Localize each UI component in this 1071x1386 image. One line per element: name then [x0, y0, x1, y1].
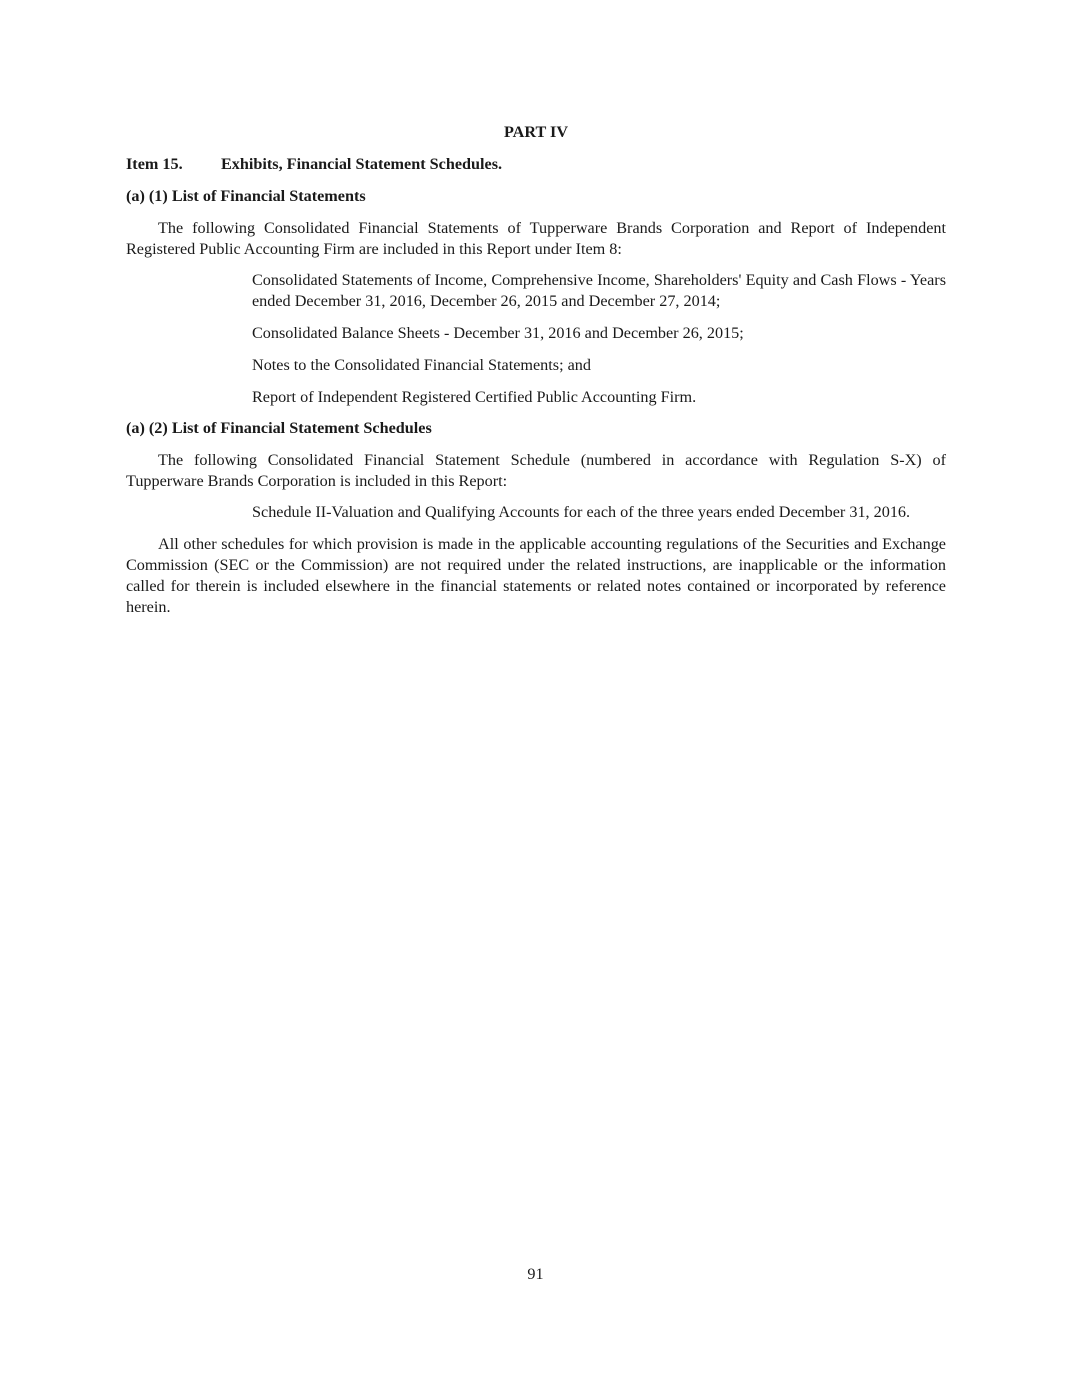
item-number: Item 15.: [126, 155, 183, 173]
item-title: Exhibits, Financial Statement Schedules.: [221, 155, 503, 173]
section-a1-heading: (a) (1) List of Financial Statements: [126, 187, 366, 205]
item-heading: [126, 154, 502, 175]
section-a1-intro: The following Consolidated Financial Statements of Tupperware Brands Corporation and Report of Independent Registered Public Accounting Firm are included in this Report under Item 8:: [126, 219, 946, 258]
part-title: PART IV: [503, 123, 569, 141]
statement-list-item: Notes to the Consolidated Financial Statements; and: [252, 356, 591, 374]
section-a2-closing: All other schedules for which provision is made in the applicable accounting regulations of the Securities and Exchange Commission (SEC or the Commission) are not required under the related instructions, are inapplicable or the information called for therein is included elsewhere in the financial statements or related notes contained or incorporated by reference herein.: [126, 535, 946, 616]
section-a2-intro: The following Consolidated Financial Statement Schedule (numbered in accordance with Regulation S-X) of Tupperware Brands Corporation is included in this Report:: [126, 451, 946, 490]
section-a2-heading: (a) (2) List of Financial Statement Schedules: [126, 419, 432, 437]
page-number: 91: [527, 1265, 544, 1283]
statement-list-item: Consolidated Statements of Income, Comprehensive Income, Shareholders' Equity and Cash Flows - Years ended December 31, 2016, December 26, 2015 and December 27, 2014;: [252, 271, 946, 310]
statement-list-item: Report of Independent Registered Certified Public Accounting Firm.: [252, 388, 697, 406]
schedule-list-item: Schedule II-Valuation and Qualifying Accounts for each of the three years ended December 31, 2016.: [252, 503, 911, 521]
statement-list-item: Consolidated Balance Sheets - December 31, 2016 and December 26, 2015;: [252, 324, 744, 342]
